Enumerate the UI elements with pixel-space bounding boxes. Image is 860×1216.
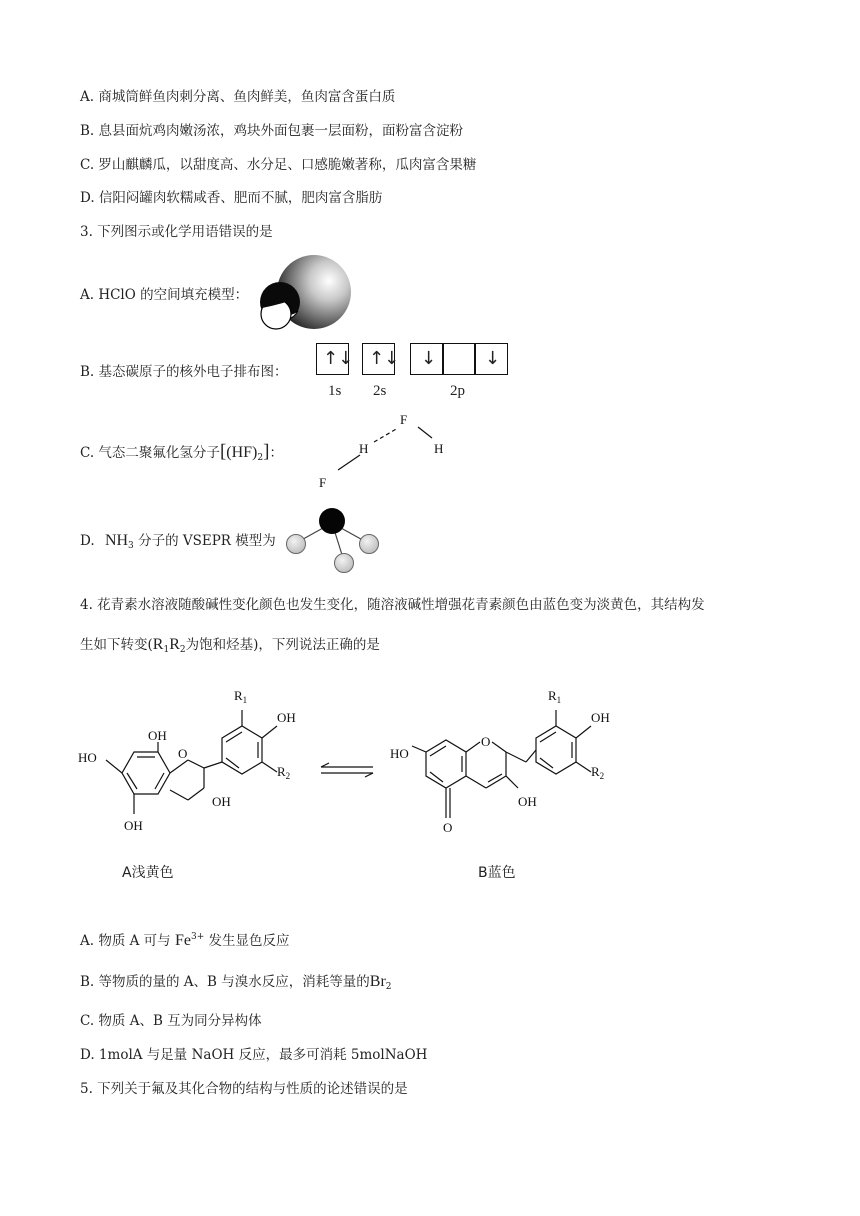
orbital-box-2p bbox=[410, 343, 508, 375]
option-2d: D. 信阳闷罐肉软糯咸香、肥而不腻，肥肉富含脂肪 bbox=[80, 190, 383, 206]
fe-charge: 3+ bbox=[190, 932, 205, 942]
option-3d bbox=[80, 532, 276, 555]
question-4-line1: 4. 花青素水溶液随酸碱性变化颜色也发生变化，随溶液碱性增强花青素颜色由蓝色变为淡黄色，其结构发 bbox=[80, 597, 705, 613]
label-ho-a1: HO bbox=[78, 750, 97, 765]
option-4a-post: 发生显色反应 bbox=[208, 933, 290, 949]
r1-subscript: 1 bbox=[163, 645, 170, 655]
atom-f-bottom: F bbox=[319, 475, 327, 490]
label-o-b-ring: O bbox=[481, 734, 491, 749]
option-2c: C. 罗山麒麟瓜，以甜度高、水分足、口感脆嫩著称，瓜肉富含果糖 bbox=[80, 157, 477, 173]
up-down-arrows-icon: ↑↓ bbox=[323, 348, 354, 369]
label-r1-b: $R_1$ bbox=[548, 688, 562, 705]
label-r2-a: $R_2$ bbox=[277, 764, 291, 781]
orbital-box-2s bbox=[362, 343, 400, 375]
label-oh-a4: OH bbox=[212, 794, 231, 809]
nh3-vsepr-model bbox=[282, 503, 382, 575]
label-oh-b3: OH bbox=[591, 710, 610, 725]
question-5-stem: 5. 下列关于氟及其化合物的结构与性质的论述错误的是 bbox=[80, 1081, 408, 1097]
option-4c: C. 物质 A、B 互为同分异构体 bbox=[80, 1013, 262, 1029]
bracket-left: [ bbox=[219, 441, 227, 462]
label-r1-a: $R_1$ bbox=[234, 688, 248, 705]
option-4a bbox=[80, 928, 290, 950]
question-4-line2-post: 为饱和烃基)，下列说法正确的是 bbox=[185, 637, 380, 653]
atom-h-right: H bbox=[434, 441, 444, 456]
equilibrium-arrows-icon bbox=[318, 762, 378, 778]
label-r2-b: $R_2$ bbox=[591, 764, 605, 781]
option-3c-colon: ： bbox=[269, 445, 283, 461]
option-4d: D. 1molA 与足量 NaOH 反应，最多可消耗 5molNaOH bbox=[80, 1047, 428, 1063]
caption-b: B蓝色 bbox=[478, 865, 516, 881]
label-2s: 2s bbox=[373, 383, 387, 399]
down-arrow-icon: ↓ bbox=[421, 348, 437, 369]
question-4-line2 bbox=[80, 636, 380, 659]
r1-symbol: R bbox=[152, 636, 164, 653]
caption-a: A浅黄色 bbox=[122, 865, 174, 881]
atom-f-top: F bbox=[400, 412, 408, 427]
label-o-a: O bbox=[178, 746, 188, 761]
down-arrow-icon: ↓ bbox=[485, 348, 501, 369]
hf-dimer-diagram bbox=[310, 408, 460, 493]
option-3a: A. HClO 的空间填充模型： bbox=[80, 287, 249, 303]
option-3d-text: 分子的 VSEPR 模型为 bbox=[138, 533, 276, 549]
label-2p: 2p bbox=[450, 383, 465, 399]
label-oh-a5: OH bbox=[277, 710, 296, 725]
r2-symbol: R bbox=[169, 636, 180, 653]
option-4a-pre: A. 物质 A 可与 bbox=[80, 933, 171, 949]
br2-formula: Br bbox=[369, 973, 386, 990]
fe-ion: Fe bbox=[174, 932, 191, 949]
orbital-diagram bbox=[316, 343, 511, 403]
r2-subscript: 2 bbox=[179, 645, 186, 655]
hf-subscript: 2 bbox=[257, 453, 264, 463]
label-oh-a2: OH bbox=[148, 728, 167, 743]
structure-a bbox=[74, 680, 314, 840]
option-3c bbox=[80, 443, 283, 467]
bracket-right: ] bbox=[263, 441, 270, 462]
label-o-b-keto: O bbox=[443, 820, 453, 835]
up-down-arrows-icon: ↑↓ bbox=[369, 348, 400, 369]
option-3c-text: C. 气态二聚氟化氢分子 bbox=[80, 445, 220, 461]
option-3d-label: D. bbox=[80, 533, 95, 549]
question-4-line2-pre: 生如下转变( bbox=[80, 637, 153, 653]
option-2a: A. 商城筒鲜鱼肉刺分离、鱼肉鲜美，鱼肉富含蛋白质 bbox=[80, 89, 396, 105]
br2-subscript: 2 bbox=[385, 982, 392, 992]
atom-h-middle: H bbox=[359, 441, 369, 456]
option-3b: B. 基态碳原子的核外电子排布图： bbox=[80, 364, 288, 380]
option-4b bbox=[80, 973, 392, 996]
option-4b-pre: B. 等物质的量的 A、B 与溴水反应，消耗等量的 bbox=[80, 974, 370, 990]
label-ho-b1: HO bbox=[390, 746, 409, 761]
hclo-space-filling-model bbox=[252, 254, 360, 334]
label-1s: 1s bbox=[328, 383, 342, 399]
option-2b: B. 息县面炕鸡肉嫩汤浓，鸡块外面包裹一层面粉，面粉富含淀粉 bbox=[80, 123, 464, 139]
question-3-stem: 3. 下列图示或化学用语错误的是 bbox=[80, 224, 273, 240]
label-oh-a3: OH bbox=[124, 818, 143, 833]
structure-b bbox=[388, 680, 628, 840]
orbital-box-1s bbox=[316, 343, 354, 375]
nh3-formula: NH bbox=[104, 532, 129, 549]
hf-formula: (HF) bbox=[226, 444, 258, 461]
nh3-subscript: 3 bbox=[128, 541, 134, 551]
label-oh-b2: OH bbox=[518, 794, 537, 809]
